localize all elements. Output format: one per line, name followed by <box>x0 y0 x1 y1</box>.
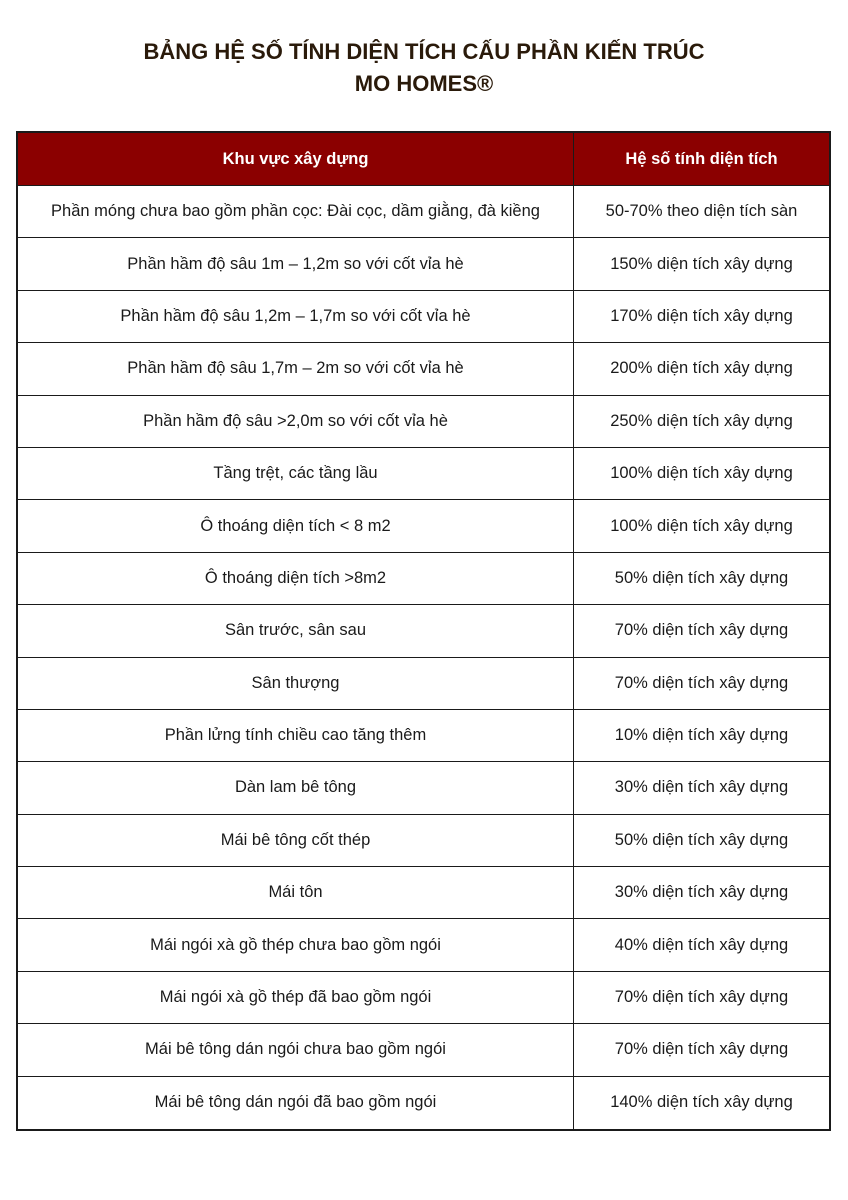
area-cell: Phần hầm độ sâu 1,2m – 1,7m so với cốt vỉa hè <box>18 291 574 342</box>
area-cell: Tầng trệt, các tầng lầu <box>18 448 574 499</box>
coefficient-cell: 70% diện tích xây dựng <box>614 988 789 1007</box>
coefficient-cell: 150% diện tích xây dựng <box>610 254 793 273</box>
table-row <box>18 710 829 762</box>
coefficient-cell: 50% diện tích xây dựng <box>614 568 789 587</box>
area-cell: Phần hầm độ sâu 1,7m – 2m so với cốt vỉa hè <box>18 343 574 394</box>
coefficient-table <box>16 131 831 1131</box>
table-row <box>18 500 829 552</box>
header-coefficient: Hệ số tính diện tích <box>625 149 778 168</box>
coefficient-cell: 10% diện tích xây dựng <box>614 726 789 745</box>
coefficient-cell: 200% diện tích xây dựng <box>610 359 793 378</box>
coefficient-cell: 50-70% theo diện tích sàn <box>605 202 798 221</box>
area-cell: Phần lửng tính chiều cao tăng thêm <box>18 710 574 761</box>
area-cell: Mái ngói xà gồ thép chưa bao gồm ngói <box>18 919 574 970</box>
area-cell: Sân thượng <box>18 658 574 709</box>
table-row <box>18 1024 829 1076</box>
coefficient-cell: 140% diện tích xây dựng <box>610 1093 793 1112</box>
title-line-1: BẢNG HỆ SỐ TÍNH DIỆN TÍCH CẤU PHẦN KIẾN TRÚC <box>143 39 705 64</box>
table-row <box>18 867 829 919</box>
table-row <box>18 1077 829 1129</box>
table-row <box>18 815 829 867</box>
table-header-row <box>18 133 829 186</box>
table-row <box>18 553 829 605</box>
area-cell: Mái bê tông dán ngói đã bao gồm ngói <box>18 1077 574 1129</box>
area-cell: Mái bê tông dán ngói chưa bao gồm ngói <box>18 1024 574 1075</box>
coefficient-cell: 70% diện tích xây dựng <box>614 1040 789 1059</box>
page-title <box>0 36 848 100</box>
coefficient-cell: 30% diện tích xây dựng <box>614 883 789 902</box>
table-row <box>18 238 829 290</box>
coefficient-cell: 250% diện tích xây dựng <box>610 411 793 430</box>
coefficient-cell: 100% diện tích xây dựng <box>610 516 793 535</box>
header-area: Khu vực xây dựng <box>18 133 574 185</box>
title-line-2: MO HOMES® <box>354 71 494 96</box>
area-cell: Ô thoáng diện tích < 8 m2 <box>18 500 574 551</box>
area-cell: Sân trước, sân sau <box>18 605 574 656</box>
area-cell: Dàn lam bê tông <box>18 762 574 813</box>
table-row <box>18 343 829 395</box>
area-cell: Phần hầm độ sâu 1m – 1,2m so với cốt vỉa hè <box>18 238 574 289</box>
table-row <box>18 396 829 448</box>
table-row <box>18 658 829 710</box>
area-cell: Mái bê tông cốt thép <box>18 815 574 866</box>
coefficient-cell: 50% diện tích xây dựng <box>614 830 789 849</box>
table-row <box>18 762 829 814</box>
area-cell: Ô thoáng diện tích >8m2 <box>18 553 574 604</box>
coefficient-cell: 70% diện tích xây dựng <box>614 621 789 640</box>
area-cell: Phần hầm độ sâu >2,0m so với cốt vỉa hè <box>18 396 574 447</box>
area-cell: Mái ngói xà gồ thép đã bao gồm ngói <box>18 972 574 1023</box>
table-row <box>18 291 829 343</box>
coefficient-cell: 100% diện tích xây dựng <box>610 464 793 483</box>
area-cell: Mái tôn <box>18 867 574 918</box>
table-body <box>18 186 829 1129</box>
coefficient-cell: 30% diện tích xây dựng <box>614 778 789 797</box>
coefficient-cell: 40% diện tích xây dựng <box>614 935 789 954</box>
area-cell: Phần móng chưa bao gồm phần cọc: Đài cọc, dầm giằng, đà kiềng <box>18 186 574 237</box>
table-row <box>18 972 829 1024</box>
table-row <box>18 448 829 500</box>
table-row <box>18 186 829 238</box>
table-row <box>18 605 829 657</box>
table-row <box>18 919 829 971</box>
coefficient-cell: 170% diện tích xây dựng <box>610 306 793 325</box>
coefficient-cell: 70% diện tích xây dựng <box>614 673 789 692</box>
